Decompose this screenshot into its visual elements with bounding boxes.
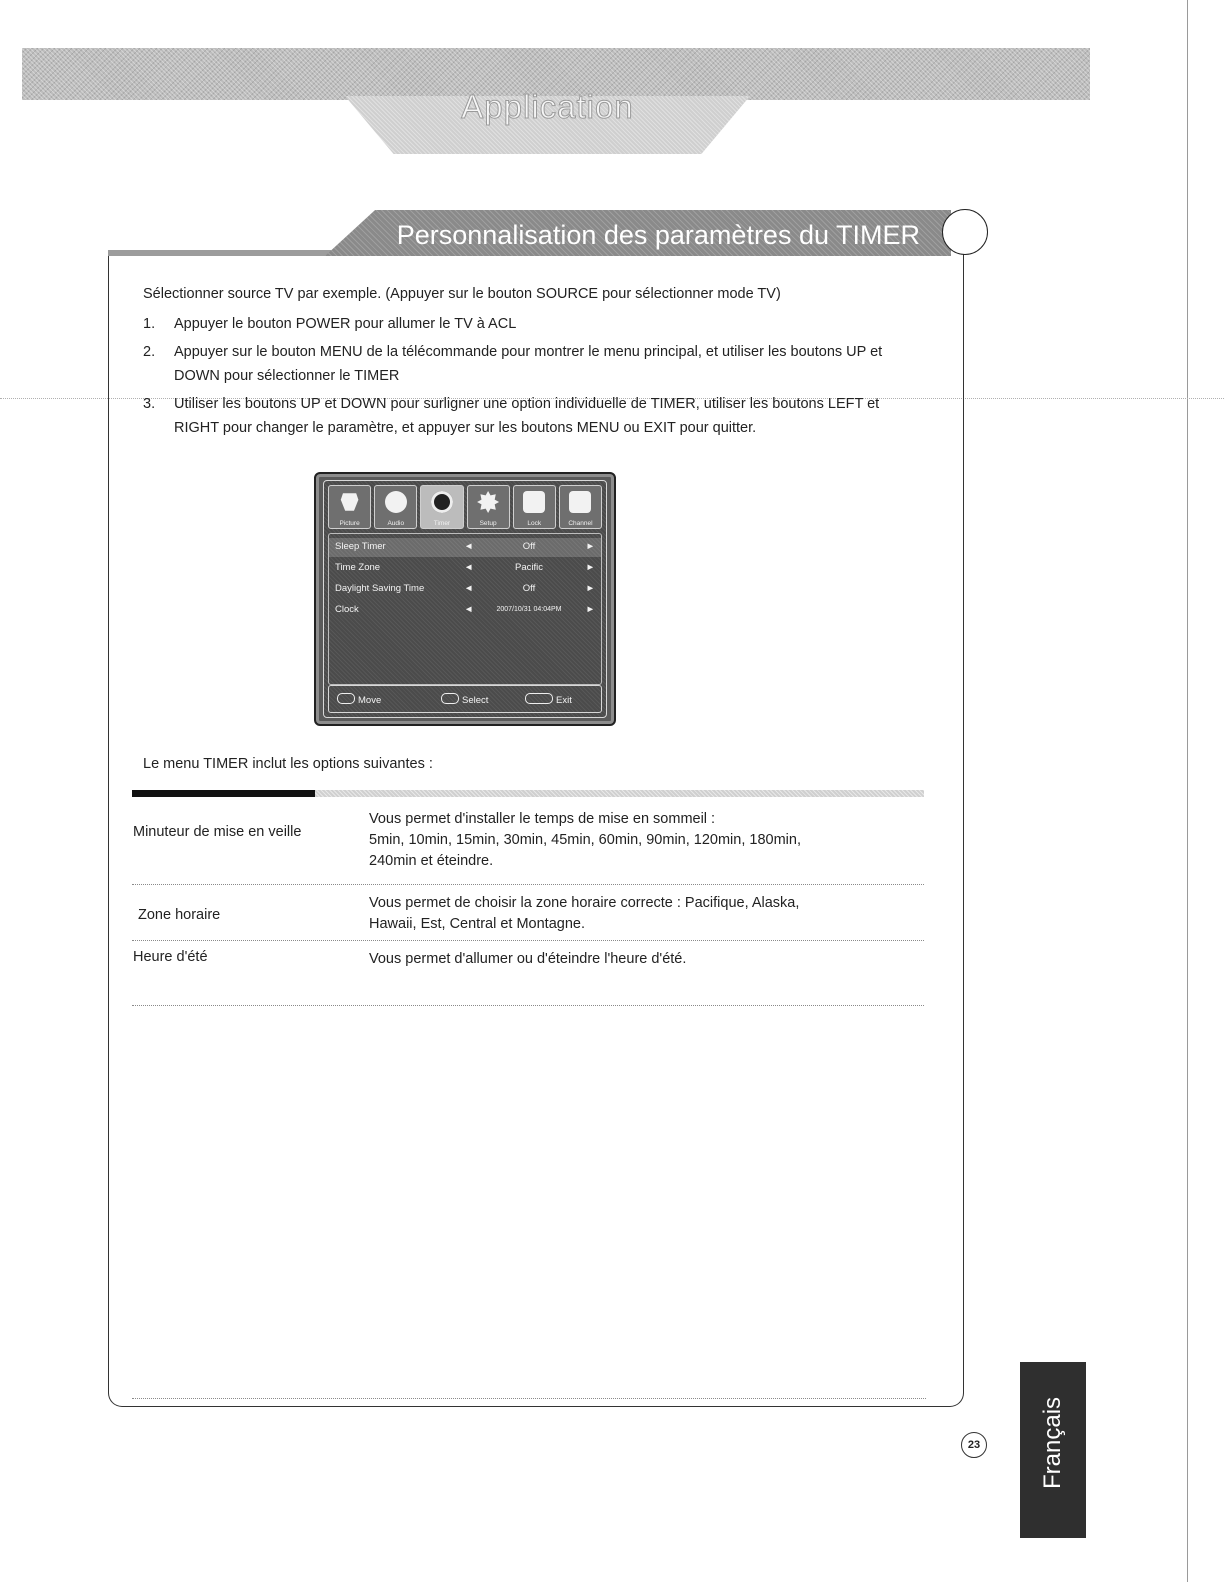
- tab-label: Setup: [479, 520, 497, 527]
- row-label: Sleep Timer: [335, 541, 386, 552]
- section-banner-title: Application: [461, 88, 634, 125]
- step-number: 3.: [143, 396, 156, 412]
- row-label: Daylight Saving Time: [335, 583, 425, 594]
- arrow-right-icon: ►: [585, 583, 595, 594]
- tab-lock: [513, 485, 556, 529]
- table-header-accent: [132, 790, 315, 797]
- tv-menu-panel: [323, 480, 607, 718]
- option-name: Zone horaire: [138, 907, 221, 923]
- arrow-right-icon: ►: [585, 541, 595, 552]
- hint-move-label: Move: [358, 695, 382, 706]
- row-value: Off: [522, 541, 536, 552]
- language-label: Français: [1039, 1396, 1066, 1489]
- desc-line: Hawaii, Est, Central et Montagne.: [369, 916, 585, 932]
- tv-menu-screenshot: [314, 472, 616, 726]
- menu-row-clock: [329, 601, 601, 620]
- tab-label: Picture: [339, 520, 360, 527]
- tab-label: Audio: [387, 520, 405, 527]
- menu-row-daylight-saving: [329, 580, 601, 599]
- setup-icon: [477, 491, 499, 513]
- option-description: [369, 949, 889, 970]
- row-divider: [132, 1005, 924, 1006]
- row-value: Off: [522, 583, 536, 594]
- arrow-right-icon: ►: [585, 604, 595, 615]
- option-description: [369, 809, 889, 872]
- desc-line: 5min, 10min, 15min, 30min, 45min, 60min, 90min, 120min, 180min,: [369, 832, 801, 848]
- menu-row-time-zone: [329, 559, 601, 578]
- desc-line: Vous permet de choisir la zone horaire correcte : Pacifique, Alaska,: [369, 895, 800, 911]
- tv-menu-tabs: [328, 485, 602, 529]
- audio-icon: [385, 491, 407, 513]
- move-keys-icon: [337, 693, 355, 704]
- desc-line: Vous permet d'allumer ou d'éteindre l'heure d'été.: [369, 951, 687, 967]
- arrow-right-icon: ►: [585, 562, 595, 573]
- arrow-left-icon: ◄: [464, 541, 474, 552]
- tab-audio: [374, 485, 417, 529]
- tab-timer: [420, 485, 463, 529]
- step-item: [143, 392, 903, 440]
- row-label: Time Zone: [335, 562, 381, 573]
- step-item: [143, 312, 903, 336]
- row-divider: [132, 884, 924, 885]
- hint-select: [441, 693, 488, 706]
- row-value: Pacific: [515, 562, 543, 573]
- option-name: Minuteur de mise en veille: [133, 824, 302, 840]
- menu-row-sleep-timer: [329, 538, 601, 557]
- row-label: Clock: [335, 604, 359, 615]
- channel-icon: [569, 491, 591, 513]
- desc-line: Vous permet d'installer le temps de mise en sommeil :: [369, 811, 716, 827]
- row-value: 2007/10/31 04:04PM: [496, 606, 562, 613]
- select-keys-icon: [441, 693, 459, 704]
- menu-key-icon: [525, 693, 553, 704]
- step-item: [143, 340, 903, 388]
- hint-move: [337, 693, 381, 706]
- frame-bottom-rule: [132, 1398, 926, 1399]
- hint-select-label: Select: [462, 695, 489, 706]
- desc-line: 240min et éteindre.: [369, 853, 494, 869]
- option-description: [369, 893, 889, 935]
- steps-list: [143, 312, 903, 444]
- page-number: 23: [961, 1432, 987, 1458]
- hint-exit-label: Exit: [556, 695, 572, 706]
- tab-label: Timer: [433, 520, 451, 527]
- timer-icon: [431, 491, 453, 513]
- option-name: Heure d'été: [133, 949, 208, 965]
- tv-menu-footer: [328, 685, 602, 713]
- page-title: Personnalisation des paramètres du TIMER: [396, 220, 920, 250]
- tab-label: Lock: [527, 520, 542, 527]
- lock-icon: [523, 491, 545, 513]
- tab-setup: [467, 485, 510, 529]
- intro-text: Sélectionner source TV par exemple. (Appuyer sur le bouton SOURCE pour sélectionner mode TV): [143, 286, 781, 302]
- step-text: Appuyer le bouton POWER pour allumer le TV à ACL: [174, 316, 517, 332]
- row-divider: [132, 940, 924, 941]
- step-number: 2.: [143, 344, 156, 360]
- arrow-left-icon: ◄: [464, 562, 474, 573]
- tv-menu-options: [328, 533, 602, 685]
- tab-channel: [559, 485, 602, 529]
- right-margin-rule: [1187, 0, 1188, 1582]
- step-number: 1.: [143, 316, 156, 332]
- header-circle: [942, 209, 988, 255]
- tab-picture: [328, 485, 371, 529]
- hint-exit: [525, 693, 572, 706]
- tab-label: Channel: [568, 520, 593, 527]
- arrow-left-icon: ◄: [464, 604, 474, 615]
- step-text: Utiliser les boutons UP et DOWN pour surligner une option individuelle de TIMER, utiliser les boutons LEFT et RIGHT pour changer le paramètre, et appuyer sur les boutons MENU ou EXIT pour quitter.: [174, 396, 880, 436]
- step-text: Appuyer sur le bouton MENU de la télécommande pour montrer le menu principal, et utiliser les boutons UP et DOWN pour sélectionner le TIMER: [174, 344, 883, 384]
- arrow-left-icon: ◄: [464, 583, 474, 594]
- table-intro: Le menu TIMER inclut les options suivantes :: [143, 756, 433, 772]
- picture-icon: [339, 491, 361, 513]
